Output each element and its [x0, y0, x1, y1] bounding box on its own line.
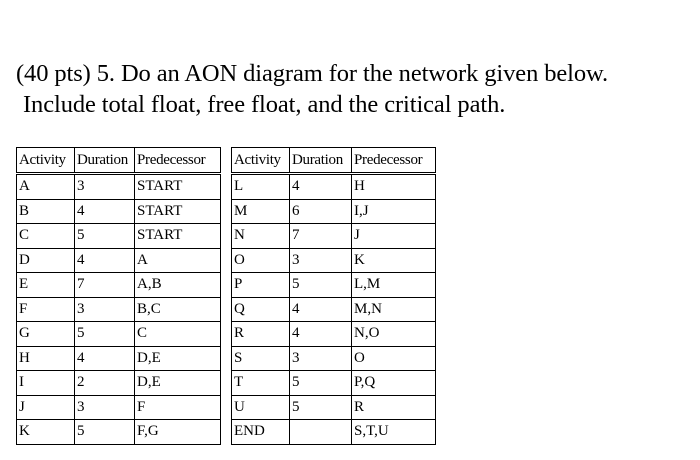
cell-duration: 4 — [75, 199, 135, 224]
cell-activity: F — [17, 297, 75, 322]
cell-duration: 2 — [75, 371, 135, 396]
cell-predecessor: F — [135, 395, 221, 420]
cell-activity: P — [232, 273, 290, 298]
table-row — [232, 224, 436, 249]
cell-duration: 5 — [290, 371, 352, 396]
cell-activity: R — [232, 322, 290, 347]
table-row — [17, 322, 221, 347]
cell-duration: 5 — [290, 273, 352, 298]
table-row — [232, 174, 436, 200]
table-row — [17, 224, 221, 249]
table-row — [232, 346, 436, 371]
cell-activity: G — [17, 322, 75, 347]
table-row — [17, 420, 221, 445]
cell-predecessor: A — [135, 248, 221, 273]
cell-predecessor: J — [352, 224, 436, 249]
cell-predecessor: O — [352, 346, 436, 371]
table-row — [17, 346, 221, 371]
table-row — [17, 297, 221, 322]
cell-activity: Q — [232, 297, 290, 322]
cell-duration: 7 — [75, 273, 135, 298]
cell-predecessor: I,J — [352, 199, 436, 224]
cell-activity: L — [232, 174, 290, 200]
cell-activity: J — [17, 395, 75, 420]
cell-activity: H — [17, 346, 75, 371]
table-row — [232, 371, 436, 396]
cell-activity: B — [17, 199, 75, 224]
cell-duration: 5 — [290, 395, 352, 420]
cell-duration — [290, 420, 352, 445]
table-row — [232, 322, 436, 347]
header-duration: Duration — [290, 148, 352, 174]
cell-duration: 3 — [75, 395, 135, 420]
table-row — [232, 395, 436, 420]
table-row — [17, 371, 221, 396]
cell-predecessor: START — [135, 199, 221, 224]
table-row — [232, 297, 436, 322]
cell-predecessor: F,G — [135, 420, 221, 445]
cell-activity: END — [232, 420, 290, 445]
question-text — [16, 58, 686, 120]
table-row — [232, 199, 436, 224]
cell-predecessor: A,B — [135, 273, 221, 298]
cell-duration: 4 — [75, 248, 135, 273]
cell-duration: 5 — [75, 224, 135, 249]
question-line-2: Include total float, free float, and the critical path. — [23, 91, 506, 118]
cell-duration: 3 — [75, 174, 135, 200]
question-line-1: (40 pts) 5. Do an AON diagram for the network given below. — [16, 60, 609, 87]
cell-duration: 6 — [290, 199, 352, 224]
table-row — [232, 273, 436, 298]
header-predecessor: Predecessor — [135, 148, 221, 174]
cell-duration: 5 — [75, 420, 135, 445]
cell-activity: A — [17, 174, 75, 200]
cell-activity: N — [232, 224, 290, 249]
cell-predecessor: B,C — [135, 297, 221, 322]
table-row — [17, 273, 221, 298]
cell-duration: 3 — [75, 297, 135, 322]
table-row — [17, 395, 221, 420]
cell-duration: 7 — [290, 224, 352, 249]
cell-duration: 5 — [75, 322, 135, 347]
cell-activity: O — [232, 248, 290, 273]
cell-predecessor: K — [352, 248, 436, 273]
header-predecessor: Predecessor — [352, 148, 436, 174]
cell-activity: C — [17, 224, 75, 249]
cell-duration: 3 — [290, 346, 352, 371]
cell-duration: 4 — [290, 322, 352, 347]
activity-table-right — [231, 147, 436, 445]
cell-predecessor: D,E — [135, 346, 221, 371]
cell-predecessor: P,Q — [352, 371, 436, 396]
cell-predecessor: R — [352, 395, 436, 420]
header-activity: Activity — [232, 148, 290, 174]
cell-duration: 4 — [290, 174, 352, 200]
header-duration: Duration — [75, 148, 135, 174]
cell-activity: E — [17, 273, 75, 298]
cell-predecessor: START — [135, 224, 221, 249]
cell-predecessor: D,E — [135, 371, 221, 396]
cell-activity: K — [17, 420, 75, 445]
cell-predecessor: START — [135, 174, 221, 200]
cell-activity: T — [232, 371, 290, 396]
cell-activity: M — [232, 199, 290, 224]
cell-activity: I — [17, 371, 75, 396]
table-row — [17, 174, 221, 200]
cell-activity: D — [17, 248, 75, 273]
cell-predecessor: N,O — [352, 322, 436, 347]
header-row — [232, 148, 436, 174]
table-row — [17, 199, 221, 224]
header-activity: Activity — [17, 148, 75, 174]
cell-activity: S — [232, 346, 290, 371]
table-row — [232, 248, 436, 273]
cell-predecessor: S,T,U — [352, 420, 436, 445]
activity-table-wrapper — [16, 147, 436, 445]
cell-activity: U — [232, 395, 290, 420]
table-row — [232, 420, 436, 445]
cell-duration: 3 — [290, 248, 352, 273]
cell-predecessor: H — [352, 174, 436, 200]
table-row — [17, 248, 221, 273]
activity-table-left — [16, 147, 221, 445]
header-row — [17, 148, 221, 174]
cell-duration: 4 — [75, 346, 135, 371]
cell-duration: 4 — [290, 297, 352, 322]
cell-predecessor: M,N — [352, 297, 436, 322]
cell-predecessor: L,M — [352, 273, 436, 298]
cell-predecessor: C — [135, 322, 221, 347]
